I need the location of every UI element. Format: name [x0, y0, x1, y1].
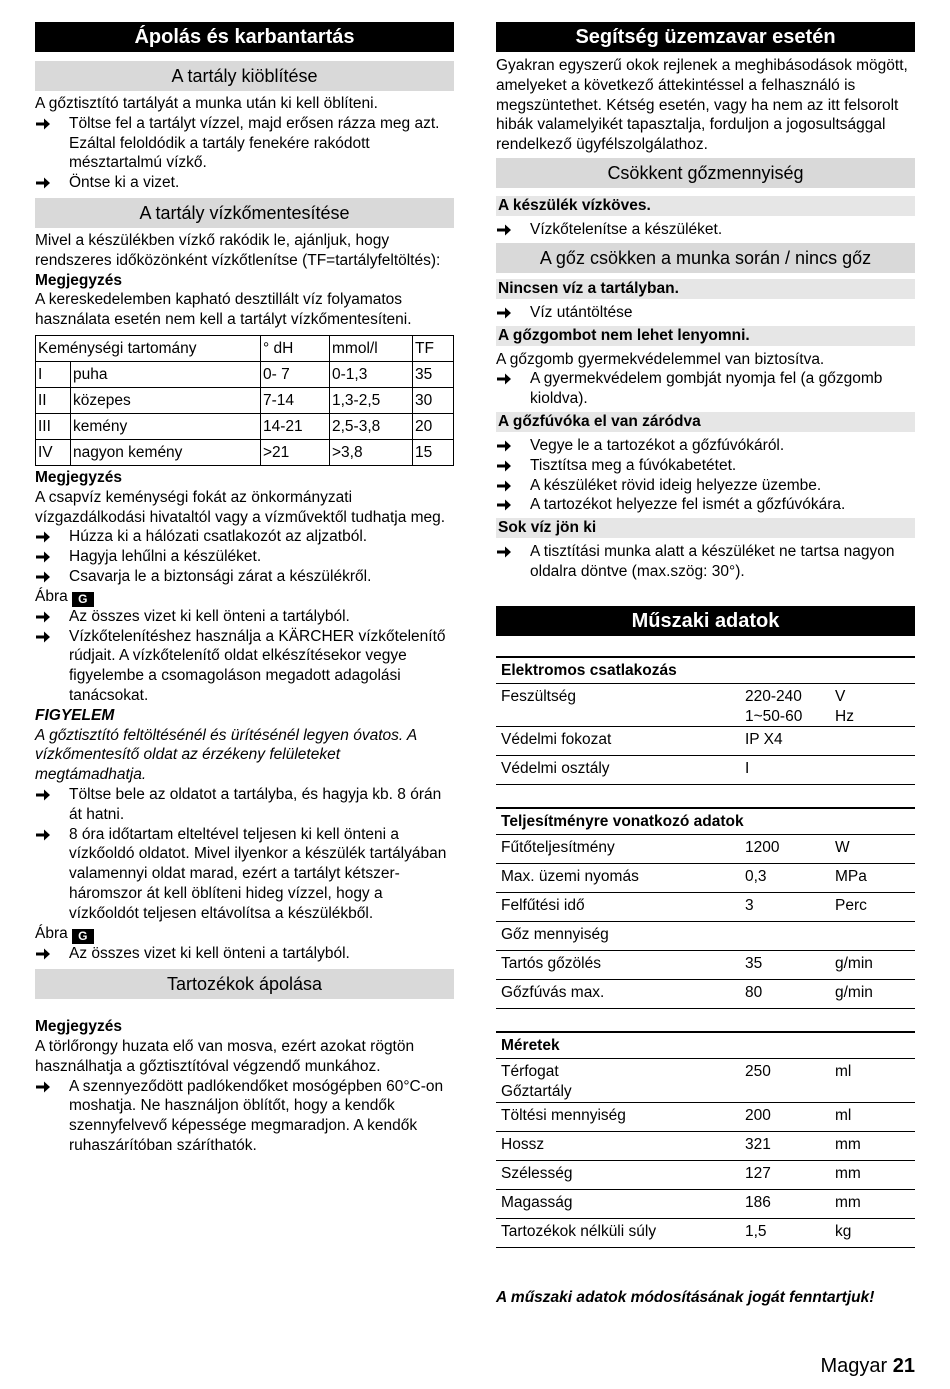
figure-badge: G	[72, 929, 94, 944]
spec-unit: V Hz	[835, 687, 854, 725]
cause-scaled: A készülék vízköves.	[496, 196, 915, 216]
arrow-right-icon	[496, 369, 516, 386]
spec-row	[496, 684, 915, 728]
spec-unit	[835, 925, 910, 950]
descale-steps-d	[35, 944, 454, 964]
step-text: Húzza ki a hálózati csatlakozót az aljzatból.	[69, 528, 368, 546]
spec-value: 3	[745, 897, 754, 915]
step-item	[35, 785, 454, 825]
arrow-right-icon	[35, 527, 55, 544]
spec-title: Elektromos csatlakozás	[496, 656, 915, 684]
warning-label: FIGYELEM	[35, 706, 115, 724]
spec-unit: g/min	[835, 955, 873, 973]
step-text: Az összes vizet ki kell önteni a tartályból.	[69, 607, 350, 625]
header-cell: Keménységi tartomány	[36, 335, 261, 361]
step-text: A tisztítási munka alatt a készüléket ne tartsa nagyon oldalra döntve (max.szög: 30°).	[530, 543, 895, 580]
table-cell: I	[36, 361, 71, 387]
table-cell: III	[36, 413, 71, 439]
spec-value: 1200	[745, 839, 780, 857]
figure-ref-2	[35, 924, 454, 944]
step-item	[496, 476, 915, 496]
step-item	[35, 173, 454, 193]
spec-label: Tartós gőzölés	[501, 955, 601, 973]
spec-row	[496, 756, 915, 785]
arrow-right-icon	[35, 627, 55, 644]
table-cell: közepes	[71, 387, 261, 413]
spec-unit: kg	[835, 1222, 852, 1240]
spec-value: 1,5	[745, 1222, 767, 1240]
header-cell: mmol/l	[330, 335, 413, 361]
table-cell: 1,3-2,5	[330, 387, 413, 413]
arrow-right-icon	[496, 436, 516, 453]
figure-ref	[35, 587, 454, 607]
accessory-steps	[35, 1077, 454, 1156]
step-text: Öntse ki a vizet.	[69, 174, 180, 192]
note2-text: A csapvíz keménységi fokát az önkormányzati vízgazdálkodási hivataltól vagy a vízművektől tudhatja meg.	[35, 488, 446, 526]
table-cell: IV	[36, 439, 71, 465]
spec-value: 80	[745, 984, 763, 1002]
spec-row	[496, 893, 915, 922]
spec-unit: mm	[835, 1164, 861, 1182]
table-cell: kemény	[71, 413, 261, 439]
spec-label: Védelmi osztály	[501, 760, 610, 778]
arrow-right-icon	[35, 173, 55, 190]
step-text: Vegye le a tartozékot a gőzfúvókáról.	[530, 436, 785, 454]
step-text: A készüléket rövid ideig helyezze üzembe.	[530, 476, 822, 494]
table-cell: 7-14	[261, 387, 330, 413]
spec-row	[496, 951, 915, 980]
spec-label: Max. üzemi nyomás	[501, 868, 639, 886]
button-locked-steps	[496, 369, 915, 409]
warning-text: A gőztisztító feltöltésénél és ürítésénél legyen óvatos. A vízkőmentesítő oldat az érzékeny felületeket megtámadhatja.	[35, 726, 417, 784]
step-item	[496, 220, 915, 240]
spec-value: I	[745, 760, 750, 778]
table-row	[36, 361, 454, 387]
troubleshooting-intro: Gyakran egyszerű okok rejlenek a meghibásodások mögött, amelyeket a következő áttekintéssel a felhasználó is megszüntethet. Kétség esetén, vagy ha nem az itt felsorolt hibák valamelyikét tapasztalja, forduljon a jogosultsággal rendelkező ügyfélszolgálathoz.	[496, 57, 908, 154]
spec-value: 321	[745, 1135, 771, 1153]
table-cell: 35	[413, 361, 454, 387]
page-footer	[820, 1357, 915, 1377]
step-text: Töltse fel a tartályt vízzel, majd erősen rázza meg azt. Ezáltal feloldódik a tartály fenekére rakódott mésztartalmú vízkő.	[69, 114, 440, 172]
step-text: Víz utántöltése	[530, 303, 633, 321]
step-text: 8 óra időtartam elteltével teljesen ki kell önteni a vízkőoldó oldatot. Mivel ilyenkor a készülék tartályában valamennyi oldat marad, ezért a tartályt kétszer-háromszor át kell öblíteni hideg vízzel, hogy a vízkőoldót teljesen eltávolítsa a készülékből.	[69, 825, 447, 922]
step-item	[35, 547, 454, 567]
step-item	[35, 527, 454, 547]
heading-care: Ápolás és karbantartás	[35, 22, 454, 52]
step-text: Töltse bele az oldatot a tartályba, és hagyja kb. 8 órán át hatni.	[69, 785, 442, 823]
step-item	[496, 495, 915, 515]
step-item	[35, 607, 454, 627]
arrow-right-icon	[496, 220, 516, 237]
spec-label: Szélesség	[501, 1164, 573, 1182]
heading-rinse-tank: A tartály kiöblítése	[35, 61, 454, 91]
spec-label: Térfogat Gőztartály	[501, 1063, 572, 1101]
much-water-steps	[496, 542, 915, 582]
table-cell: 15	[413, 439, 454, 465]
table-cell: 0-1,3	[330, 361, 413, 387]
figure-label: Ábra	[35, 924, 68, 942]
heading-tech-data: Műszaki adatok	[496, 606, 915, 636]
nozzle-steps	[496, 436, 915, 515]
hardness-table-header	[36, 335, 454, 361]
table-row	[36, 413, 454, 439]
note3-label: Megjegyzés	[35, 1018, 123, 1036]
header-cell: ° dH	[261, 335, 330, 361]
disclaimer: A műszaki adatok módosításának jogát fenntartjuk!	[496, 1288, 875, 1306]
descale-intro: Mivel a készülékben vízkő rakódik le, ajánljuk, hogy rendszeres időközönként vízkőtlenítse (TF=tartályfeltöltés):	[35, 231, 441, 269]
table-cell: 2,5-3,8	[330, 413, 413, 439]
spec-row	[496, 727, 915, 756]
step-item	[35, 567, 454, 587]
arrow-right-icon	[496, 495, 516, 512]
descale-steps-a	[35, 527, 454, 586]
spec-unit: ml	[835, 1106, 852, 1124]
spec-unit: MPa	[835, 868, 867, 886]
cause-button-locked: A gőzgombot nem lehet lenyomni.	[496, 326, 915, 346]
spec-value: 127	[745, 1164, 771, 1182]
descale-steps-b	[35, 607, 454, 706]
spec-label: Felfűtési idő	[501, 897, 585, 915]
arrow-right-icon	[35, 114, 55, 131]
heading-no-steam: A gőz csökken a munka során / nincs gőz	[496, 243, 915, 273]
arrow-right-icon	[35, 785, 55, 802]
descale-steps-c	[35, 785, 454, 924]
heading-reduced-steam: Csökkent gőzmennyiség	[496, 158, 915, 188]
arrow-right-icon	[35, 547, 55, 564]
header-cell: TF	[413, 335, 454, 361]
step-text: Hagyja lehűlni a készüléket.	[69, 548, 262, 566]
spec-unit	[835, 730, 910, 755]
table-cell: >21	[261, 439, 330, 465]
spec-title: Teljesítményre vonatkozó adatok	[496, 807, 915, 835]
spec-title: Méretek	[496, 1031, 915, 1059]
table-cell: 20	[413, 413, 454, 439]
heading-descale-tank: A tartály vízkőmentesítése	[35, 198, 454, 228]
spec-row	[496, 922, 915, 951]
spec-row	[496, 864, 915, 893]
spec-row	[496, 1190, 915, 1219]
table-row	[36, 387, 454, 413]
spec-dimensions	[496, 1031, 915, 1248]
spec-unit: mm	[835, 1135, 861, 1153]
step-item	[35, 825, 454, 924]
step-text: Az összes vizet ki kell önteni a tartályból.	[69, 944, 350, 962]
table-cell: puha	[71, 361, 261, 387]
spec-row	[496, 1132, 915, 1161]
no-water-steps	[496, 303, 915, 323]
spec-unit	[835, 759, 910, 784]
spec-unit: Perc	[835, 897, 867, 915]
spec-row	[496, 980, 915, 1009]
arrow-right-icon	[496, 303, 516, 320]
step-item	[35, 944, 454, 964]
note-text: A kereskedelemben kapható desztillált víz folyamatos használata esetén nem kell a tartályt vízkőmentesíteni.	[35, 291, 412, 329]
spec-unit: W	[835, 839, 850, 857]
spec-label: Feszültség	[501, 687, 576, 705]
table-cell: 30	[413, 387, 454, 413]
spec-value	[745, 925, 835, 950]
step-item	[496, 456, 915, 476]
arrow-right-icon	[496, 476, 516, 493]
step-item	[35, 1077, 454, 1156]
spec-performance	[496, 807, 915, 1009]
heading-troubleshooting: Segítség üzemzavar esetén	[496, 22, 915, 52]
table-cell: II	[36, 387, 71, 413]
spec-row	[496, 1161, 915, 1190]
step-item	[496, 436, 915, 456]
right-column	[496, 22, 915, 1308]
spec-label: Tartozékok nélküli súly	[501, 1222, 657, 1240]
table-cell: nagyon kemény	[71, 439, 261, 465]
figure-badge: G	[72, 592, 94, 607]
arrow-right-icon	[35, 607, 55, 624]
rinse-intro: A gőztisztító tartályát a munka után ki kell öblíteni.	[35, 95, 378, 112]
table-cell: 14-21	[261, 413, 330, 439]
spec-label: Gőz mennyiség	[501, 926, 609, 944]
arrow-right-icon	[35, 567, 55, 584]
footer-language: Magyar	[820, 1355, 888, 1378]
table-cell: >3,8	[330, 439, 413, 465]
note3-text: A törlőrongy huzata elő van mosva, ezért azokat rögtön használhatja a gőztisztítóval végzendő munkához.	[35, 1038, 415, 1075]
step-text: Vízkőtelenítse a készüléket.	[530, 220, 723, 238]
reduced-steam-steps	[496, 220, 915, 240]
spec-value: 0,3	[745, 868, 767, 886]
arrow-right-icon	[496, 542, 516, 559]
spec-row	[496, 1219, 915, 1248]
arrow-right-icon	[35, 1077, 55, 1094]
spec-value: IP X4	[745, 731, 783, 749]
arrow-right-icon	[35, 944, 55, 961]
spec-label: Magasság	[501, 1193, 573, 1211]
page-number: 21	[892, 1355, 915, 1378]
table-cell: 0- 7	[261, 361, 330, 387]
spec-row	[496, 835, 915, 864]
step-text: Tisztítsa meg a fúvókabetétet.	[530, 456, 737, 474]
spec-label: Töltési mennyiség	[501, 1106, 626, 1124]
cause-much-water: Sok víz jön ki	[496, 518, 915, 538]
spec-value: 186	[745, 1193, 771, 1211]
table-row	[36, 439, 454, 465]
step-item	[496, 303, 915, 323]
cause-nozzle-blocked: A gőzfúvóka el van záródva	[496, 412, 915, 432]
spec-label: Fűtőteljesítmény	[501, 839, 615, 857]
spec-value: 250	[745, 1063, 771, 1081]
spec-label: Hossz	[501, 1135, 545, 1153]
rinse-steps	[35, 114, 454, 193]
arrow-right-icon	[35, 825, 55, 842]
spec-unit: mm	[835, 1193, 861, 1211]
spec-row	[496, 1103, 915, 1132]
step-text: Csavarja le a biztonsági zárat a készülékről.	[69, 567, 372, 585]
step-text: A tartozékot helyezze fel ismét a gőzfúvókára.	[530, 496, 846, 514]
step-text: A szennyeződött padlókendőket mosógépben 60°C-on moshatja. Ne használjon öblítőt, hogy a kendők szennyfelvevő képessége megmaradjon. A kendők ruhaszárítóban száríthatók.	[69, 1077, 444, 1155]
spec-label: Gőzfúvás max.	[501, 984, 605, 1002]
note-label: Megjegyzés	[35, 271, 123, 289]
hardness-table	[35, 335, 454, 466]
spec-label: Védelmi fokozat	[501, 731, 612, 749]
left-column	[35, 22, 454, 1156]
step-text: Vízkőtelenítéshez használja a KÄRCHER vízkőtelenítő rúdjait. A vízkőtelenítő oldat elkészítésekor vegye figyelembe a csomagoláson megadott adagolási tanácsokat.	[69, 627, 446, 704]
step-item	[496, 542, 915, 582]
spec-row	[496, 1059, 915, 1103]
step-item	[35, 114, 454, 173]
figure-label: Ábra	[35, 587, 68, 605]
cause-no-water: Nincsen víz a tartályban.	[496, 279, 915, 299]
arrow-right-icon	[496, 456, 516, 473]
spec-value: 35	[745, 955, 763, 973]
step-item	[35, 627, 454, 706]
heading-accessory-care: Tartozékok ápolása	[35, 969, 454, 999]
spec-value: 220-240 1~50-60	[745, 687, 803, 725]
step-item	[496, 369, 915, 409]
spec-unit: g/min	[835, 984, 873, 1002]
button-locked-text: A gőzgomb gyermekvédelemmel van biztosítva.	[496, 350, 825, 368]
step-text: A gyermekvédelem gombját nyomja fel (a gőzgomb kioldva).	[530, 370, 883, 408]
spec-value: 200	[745, 1106, 771, 1124]
spec-unit: ml	[835, 1063, 852, 1081]
note2-label: Megjegyzés	[35, 468, 123, 486]
spec-electrical	[496, 656, 915, 786]
